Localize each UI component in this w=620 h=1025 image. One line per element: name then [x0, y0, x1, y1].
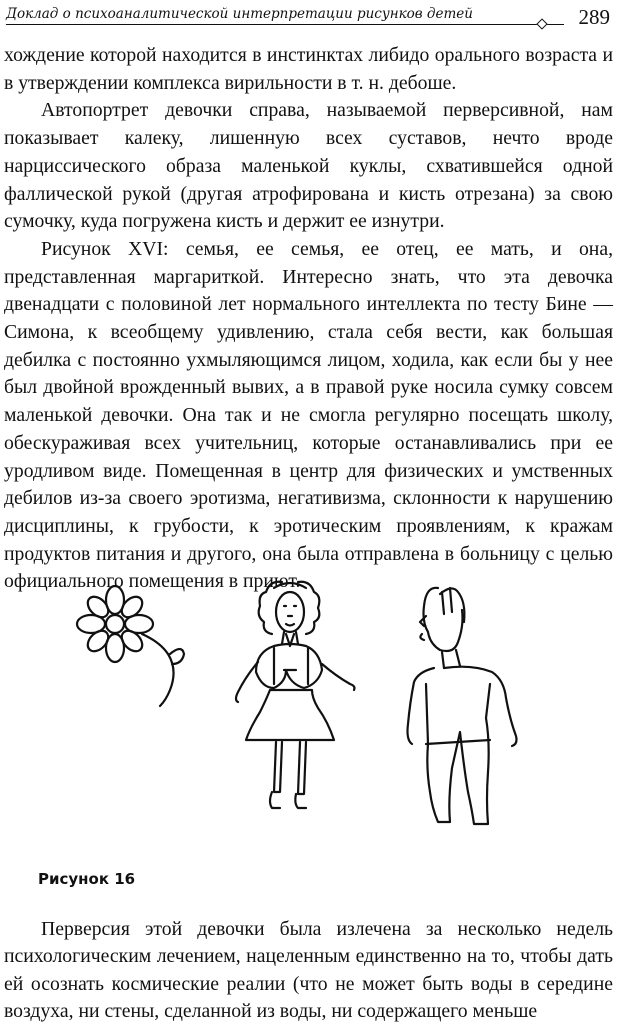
paragraph-continued: хождение которой находится в инстинктах либидо орального возраста и в утверждении комплекса вирильности в т. н. дебоше.: [4, 44, 613, 94]
header-diamond-ornament: [536, 18, 547, 29]
page-number: 289: [578, 5, 610, 29]
running-title: Доклад о психоаналитической интерпретации рисунков детей: [6, 6, 473, 22]
father-drawing: [408, 588, 517, 824]
child-drawing-figure: [60, 572, 580, 844]
daisy-drawing: [77, 586, 184, 706]
paragraph-self-portrait: Автопортрет девочки справа, называемой перверсивной, нам показывает калеку, лишенную всех суставов, нечто вроде нарциссического образа маленькой куклы, схватившейся одной фаллической рукой (другая атрофирована и кисть отрезана) за свою сумочку, куда погружена кисть и держит ее изнутри.: [4, 99, 613, 233]
paragraph-figure-xvi: Рисунок XVI: семья, ее семья, ее отец, ее мать, и она, представленная маргариткой. Интересно знать, что эта девочка двенадцати с половиной лет нормального интеллекта по тесту Бине — Симона, к всеобщему удивлению, стала себя вести, как большая дебилка с постоянно ухмыляющимся лицом, ходила, как если бы у нее был двойной врожденный вывих, а в правой руке носила сумку совсем маленькой девочки. Она так и не смогла регулярно посещать школу, обескураживая всех учительниц, которые останавливались при ее уродливом виде. Помещенная в центр для физических и умственных дебилов из-за своего эротизма, негативизма, склонности к нарушению дисциплины, к грубости, к эротическим проявлениям, к кражам продуктов питания и другого, она была отправлена в больницу с целью официального помещения в приют.: [4, 237, 613, 593]
body-text-after-figure: [4, 916, 613, 1025]
paragraph-perversion-cured: Перверсия этой девочки была излечена за несколько недель психологическим лечением, нацеленным единственно на то, чтобы дать ей осознать космические реалии (что не может быть воды в середине воздуха, ни стены, сделанной из воды, ни содержащего меньше: [4, 918, 613, 1023]
running-head: [6, 2, 612, 32]
header-rule: [6, 24, 564, 25]
figure-caption: Рисунок 16: [38, 870, 136, 888]
body-text: [4, 42, 613, 596]
mother-drawing: [236, 582, 355, 808]
